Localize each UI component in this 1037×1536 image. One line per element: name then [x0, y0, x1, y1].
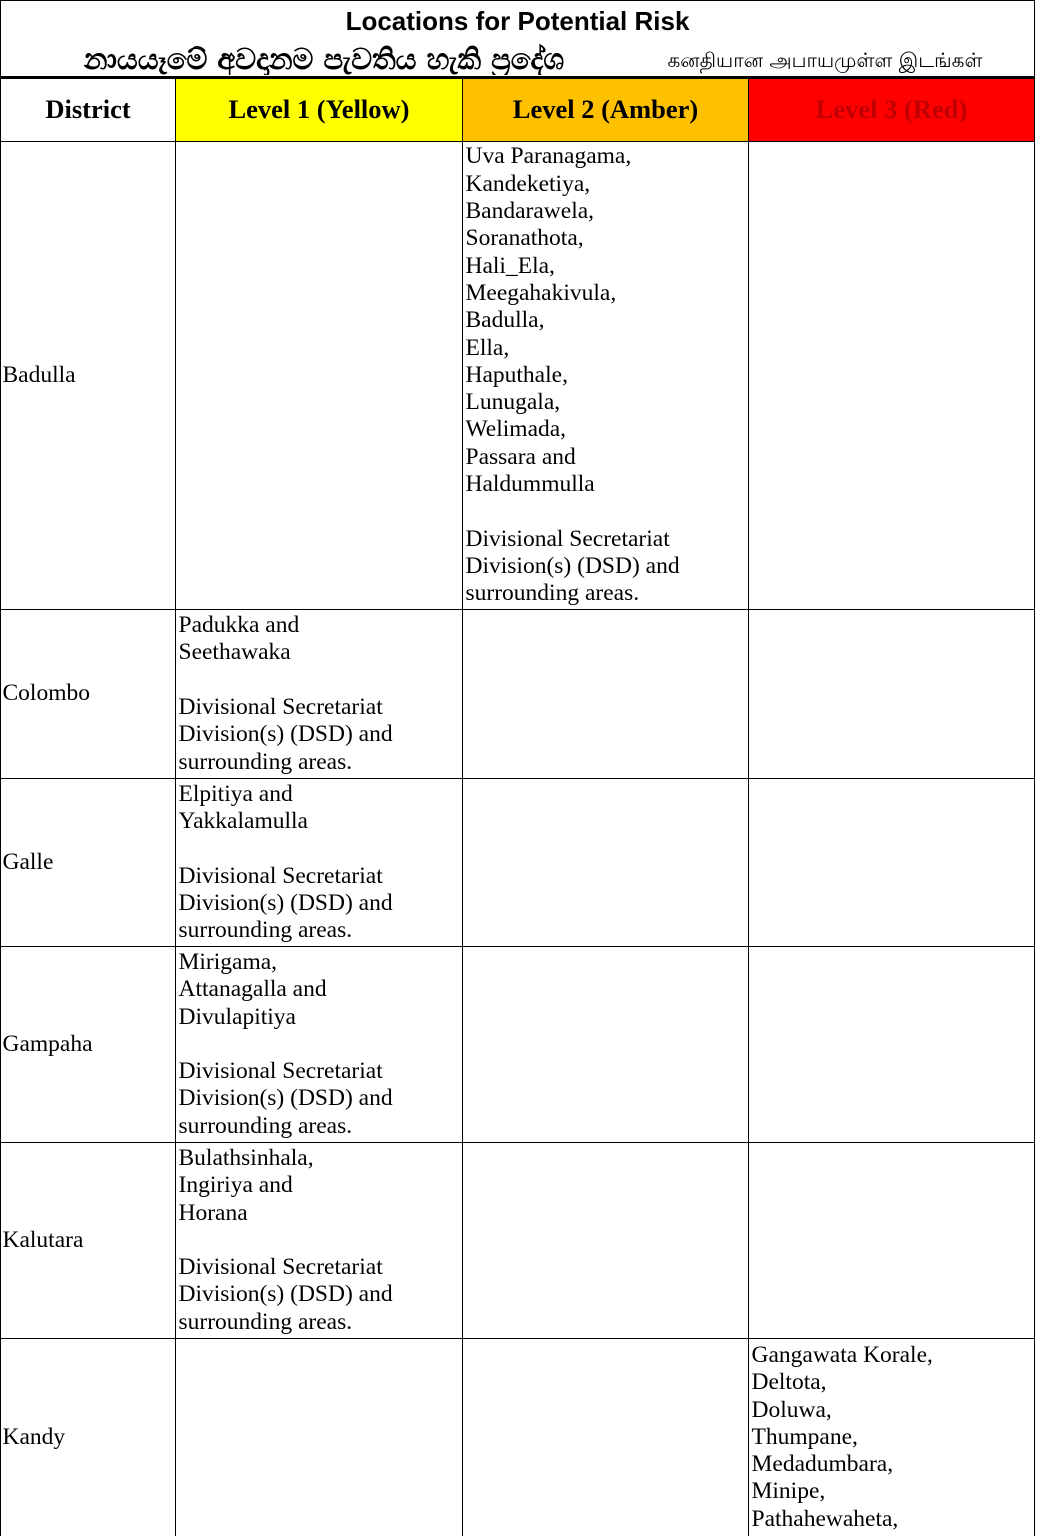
risk-table	[0, 79, 1035, 1536]
level1-cell	[176, 610, 463, 779]
level2-header	[463, 79, 749, 142]
page-title: Locations for Potential Risk	[345, 6, 690, 36]
district-cell	[0, 779, 176, 947]
district-name: Galle	[2, 848, 54, 875]
level2-cell	[463, 142, 749, 610]
level1-cell	[176, 1339, 463, 1536]
district-name: Colombo	[2, 680, 90, 707]
district-cell	[0, 142, 176, 610]
level3-cell	[749, 142, 1035, 610]
level2-cell	[463, 1339, 749, 1536]
level3-header-label: Level 3 (Red)	[815, 94, 968, 125]
level1-locations: Mirigama, Attanagalla and Divulapitiya Divisional Secretariat Division(s) (DSD) and surrounding areas.	[178, 948, 393, 1139]
district-name: Kandy	[2, 1423, 66, 1450]
page-title-tamil: கனதியான அபாயமுள்ள இடங்கள்	[667, 48, 983, 72]
district-cell	[0, 610, 176, 779]
level1-locations: Bulathsinhala, Ingiriya and Horana Divisional Secretariat Division(s) (DSD) and surrounding areas.	[178, 1144, 393, 1335]
district-name: Gampaha	[2, 1030, 93, 1057]
district-header-label: District	[45, 94, 131, 125]
district-name: Badulla	[2, 361, 76, 388]
level3-cell	[749, 610, 1035, 779]
level3-cell	[749, 1143, 1035, 1339]
title-block	[0, 0, 1035, 79]
level1-locations: Elpitiya and Yakkalamulla Divisional Secretariat Division(s) (DSD) and surrounding areas.	[178, 780, 393, 944]
district-name: Kalutara	[2, 1226, 84, 1253]
district-cell	[0, 947, 176, 1143]
level2-cell	[463, 1143, 749, 1339]
level3-cell	[749, 779, 1035, 947]
district-header	[0, 79, 176, 142]
level1-cell	[176, 142, 463, 610]
level1-header-label: Level 1 (Yellow)	[228, 94, 410, 125]
level1-locations: Padukka and Seethawaka Divisional Secretariat Division(s) (DSD) and surrounding areas.	[178, 612, 393, 775]
level1-cell	[176, 947, 463, 1143]
level1-header	[176, 79, 463, 142]
district-cell	[0, 1339, 176, 1536]
level2-cell	[463, 779, 749, 947]
level3-header	[749, 79, 1035, 142]
level1-cell	[176, 1143, 463, 1339]
level3-locations: Gangawata Korale, Deltota, Doluwa, Thumpane, Medadumbara, Minipe, Pathahewaheta,	[751, 1341, 933, 1532]
level3-cell	[749, 947, 1035, 1143]
level2-header-label: Level 2 (Amber)	[512, 94, 699, 125]
level3-cell	[749, 1339, 1035, 1536]
level2-cell	[463, 610, 749, 779]
district-cell	[0, 1143, 176, 1339]
page-title-sinhala: නායයෑමේ අවදානම පැවතිය හැකි ප්‍රදේශ	[83, 43, 565, 75]
level1-cell	[176, 779, 463, 947]
level2-cell	[463, 947, 749, 1143]
level2-locations: Uva Paranagama, Kandeketiya, Bandarawela, Soranathota, Hali_Ela, Meegahakivula, Badulla, Ella, Haputhale, Lunugala, Welimada, Passara and Haldummulla Divisional Secretariat Division(s) (DSD) and surrounding areas.	[465, 143, 680, 607]
